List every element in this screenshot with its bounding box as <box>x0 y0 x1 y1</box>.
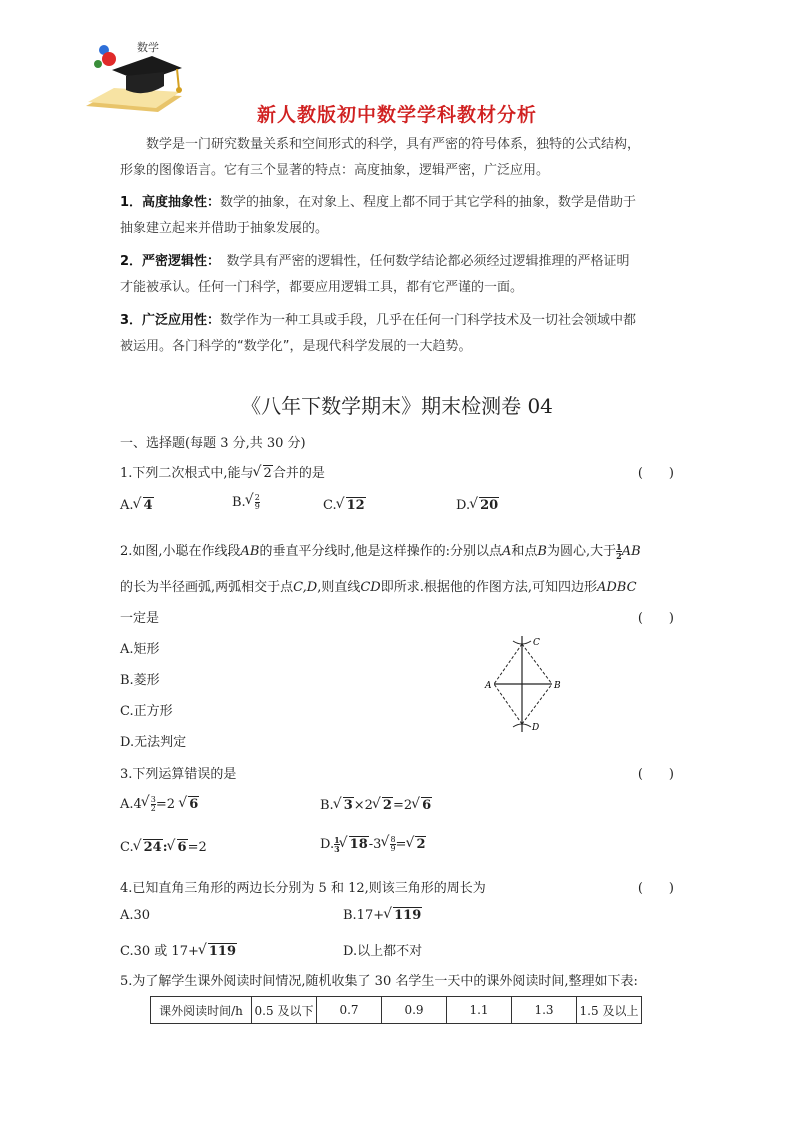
intro-line-2: 形象的图像语言。它有三个显著的特点：高度抽象，逻辑严密，广泛应用。 <box>120 163 550 178</box>
feature-label: 1．高度抽象性： <box>120 195 221 210</box>
table-cell: 1.5 及以上 <box>577 997 642 1024</box>
question-2-line-1: 2.如图,小聪在作线段AB的垂直平分线时,他是这样操作的:分别以点A和点B为圆心,大于 $\frac{1}{2}$ AB <box>120 542 641 561</box>
feature-application <box>120 308 690 360</box>
q3-option-d: D. $\frac{1}{3}$ √ 18-3 √ $\frac{8}{9}$ =√ 2 <box>320 836 426 853</box>
table-cell: 0.9 <box>382 997 447 1024</box>
point-label-c: C <box>533 638 540 648</box>
question-5-stem: 5.为了解学生课外阅读时间情况,随机收集了 30 名学生一天中的课外阅读时间,整理如下表: <box>120 974 638 989</box>
q2-option-d: D.无法判定 <box>120 735 187 750</box>
table-cell: 0.7 <box>317 997 382 1024</box>
q1-option-a: A.√ 4 <box>120 498 154 513</box>
q4-option-c: C.30 或 17+√ 119 <box>120 940 237 959</box>
answer-paren: ( ) <box>637 466 674 481</box>
question-4-stem: 4.已知直角三角形的两边长分别为 5 和 12,则该三角形的周长为 <box>120 881 486 896</box>
q4-option-d: D.以上都不对 <box>343 944 423 959</box>
logo-label: 数学 <box>137 41 159 54</box>
reading-time-table <box>150 996 642 1024</box>
feature-abstract <box>120 190 690 242</box>
question-1-stem: 1.下列二次根式中,能与√ 2合并的是 <box>120 462 325 481</box>
point-label-d: D <box>532 723 540 733</box>
exam-title: 《八年下数学期末》期末检测卷 04 <box>241 394 553 418</box>
feature-label: 2．严密逻辑性： <box>120 254 214 269</box>
feature-text-cont: 抽象建立起来并借助于抽象发展的。 <box>120 221 329 236</box>
feature-label: 3．广泛应用性： <box>120 313 221 328</box>
rhombus-figure <box>482 632 566 736</box>
table-cell: 0.5 及以下 <box>252 997 317 1024</box>
feature-text: 数学的抽象，在对象上、程度上都不同于其它学科的抽象，数学是借助于 <box>220 195 637 210</box>
q2-option-c: C.正方形 <box>120 704 173 719</box>
sqrt-expression: √ 2 <box>254 466 273 481</box>
page-title: 新人教版初中数学学科教材分析 <box>256 104 537 126</box>
point-label-b: B <box>554 681 561 691</box>
feature-text-cont: 被运用。各门科学的“数学化”，是现代科学发展的一大趋势。 <box>120 339 472 354</box>
table-cell: 课外阅读时间/h <box>151 997 252 1024</box>
section-heading: 一、选择题(每题 3 分,共 30 分) <box>120 436 306 451</box>
feature-text: 数学作为一种工具或手段，几乎在任何一门科学技术及一切社会领域中都 <box>220 313 637 328</box>
intro-paragraph <box>120 132 690 184</box>
q3-option-c: C.√ 24:√ 6=2 <box>120 840 207 855</box>
q4-option-b: B.17+√ 119 <box>343 908 422 923</box>
feature-text: 数学具有严密的逻辑性，任何数学结论都必须经过逻辑推理的严格证明 <box>213 254 630 269</box>
q1-option-c: C.√ 12 <box>323 498 366 513</box>
answer-paren: ( ) <box>637 611 674 626</box>
q1-option-b: B. √ $\frac{2}{9}$ <box>232 494 260 511</box>
table-cell: 1.1 <box>447 997 512 1024</box>
q4-option-a: A.30 <box>120 908 151 923</box>
q2-option-b: B.菱形 <box>120 673 160 688</box>
q2-option-a: A.矩形 <box>120 642 160 657</box>
point-label-a: A <box>485 681 492 691</box>
table-cell: 1.3 <box>512 997 577 1024</box>
q3-option-b: B.√ 3×2√ 2=2√ 6 <box>320 798 432 813</box>
table-row <box>151 997 642 1024</box>
answer-paren: ( ) <box>637 767 674 782</box>
intro-line-1: 数学是一门研究数量关系和空间形式的科学，具有严密的符号体系，独特的公式结构， <box>146 137 641 152</box>
question-2-line-2: 的长为半径画弧,两弧相交于点C,D,则直线CD即所求.根据他的作图方法,可知四边形ADBC <box>120 580 637 595</box>
answer-paren: ( ) <box>637 881 674 896</box>
question-3-stem: 3.下列运算错误的是 <box>120 767 237 782</box>
feature-logic <box>120 249 690 301</box>
q1-option-d: D.√ 20 <box>456 498 499 513</box>
question-2-line-3: 一定是 <box>120 611 160 626</box>
feature-text-cont: 才能被承认。任何一门科学，都要应用逻辑工具，都有它严谨的一面。 <box>120 280 524 295</box>
q3-option-a: A.4 √ $\frac{3}{2}$ =2 √ 6 <box>120 796 199 813</box>
